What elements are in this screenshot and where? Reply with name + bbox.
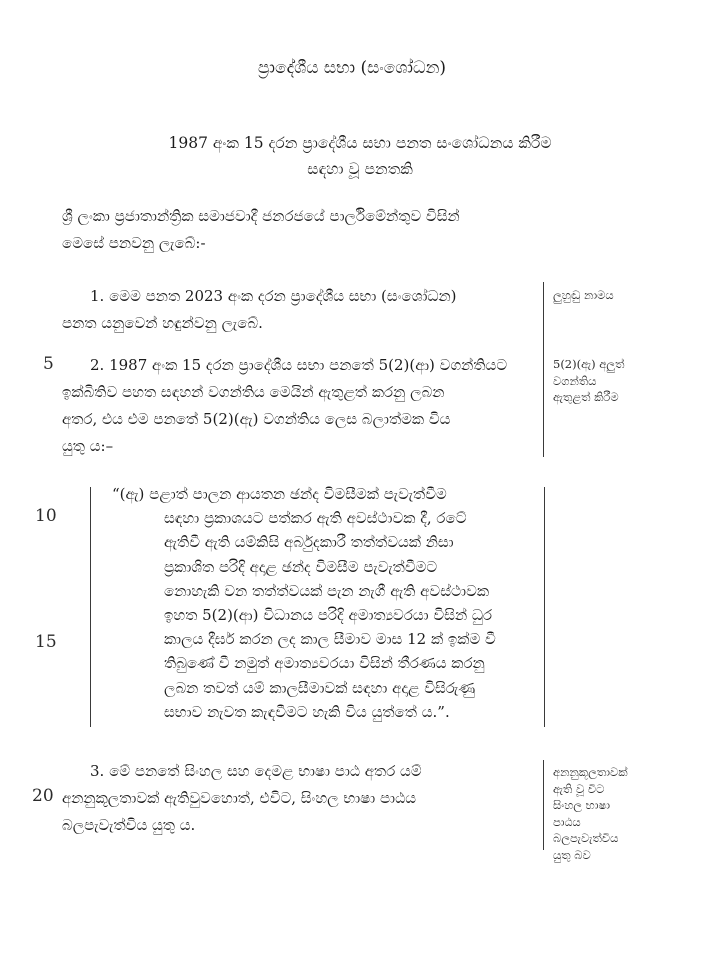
section-3 bbox=[62, 758, 537, 839]
amendment-rule-right bbox=[544, 487, 545, 727]
section-1 bbox=[62, 283, 537, 337]
margin-rule bbox=[543, 760, 544, 850]
margin-note-line: පාඨය bbox=[553, 814, 581, 829]
amendment-line: ඉහත 5(2)(ආ) විධානය පරිදි අමාත්‍යවරයා විසින් ධුර bbox=[164, 606, 493, 625]
amendment-text bbox=[112, 482, 537, 724]
margin-note-line: ඇති වූ විට bbox=[553, 781, 605, 796]
amendment-line: සභාව නැවත කැඳවීමට හැකි විය යුත්තේ ය.”. bbox=[164, 702, 450, 721]
line-number: 10 bbox=[35, 506, 57, 526]
amendment-line: ලබන තවත් යම් කාලසීමාවක් සඳහා අදාළ විසිරුණු bbox=[164, 678, 476, 697]
section-line: පනත යනුවෙන් හඳුන්වනු ලැබේ. bbox=[62, 314, 263, 332]
margin-note-insertion bbox=[553, 356, 703, 406]
amendment-line: තිබුණේ වී නමුත් අමාත්‍යවරයා විසින් තීරණය කරනු bbox=[164, 654, 485, 673]
margin-note-line: බලපැවැත්විය bbox=[553, 831, 619, 845]
margin-note-line: සිංහල භාෂා bbox=[553, 798, 611, 812]
amendment-line: කාලය දීර්ඝ කරන ලද කාල සීමාව මාස 12 ක් ඉක්ම වී bbox=[164, 630, 496, 649]
amendment-line: සඳහා ප්‍රකාශයට පත්කර ඇති අවස්ථාවක දී, රටේ bbox=[164, 509, 467, 528]
amendment-line: ඇතිවී ඇති යම්කිසි අර්බුදකාරී තත්ත්වයක් නිසා bbox=[164, 533, 454, 552]
margin-note-line: ඇතුළත් කිරීම bbox=[553, 390, 619, 404]
margin-note-line: අනනුකූලතාවක් bbox=[553, 765, 628, 779]
amendment-line: “(ඇ) පළාත් පාලන ආයතන ඡන්ද විමසීමක් පැවැත්වීම bbox=[112, 485, 447, 503]
margin-note-short-title bbox=[553, 287, 703, 304]
margin-rule bbox=[543, 282, 544, 457]
amendment-line: ප්‍රකාශිත පරිදි අදාළ ඡන්ද විමසීම පැවැත්වීමට bbox=[164, 557, 438, 576]
section-line: අතර, එය එම පනතේ 5(2)(ඇ) වගන්තිය ලෙස බලාත්මක විය bbox=[62, 410, 451, 428]
line-number: 20 bbox=[32, 786, 54, 806]
enacting-clause bbox=[62, 203, 532, 257]
amendment-line: නොහැකි වන තත්ත්වයක් පැන නැගී ඇති අවස්ථාවක bbox=[164, 581, 490, 600]
margin-note-line: වගන්තිය bbox=[553, 373, 597, 388]
subtitle-line: 1987 අංක 15 දරන ප්‍රාදේශීය සභා පනත සංශෝධනය කිරීම bbox=[168, 134, 552, 152]
document-subtitle bbox=[60, 130, 660, 182]
margin-note-line: යුතු බව bbox=[553, 847, 591, 862]
margin-note-line: ලුහුඬු නාමය bbox=[553, 288, 614, 302]
section-line: 3. මේ පනතේ සිංහල සහ දෙමළ භාෂා පාඨ අතර යම් bbox=[90, 762, 422, 780]
margin-note-line: 5(2)(ඇ) අලුත් bbox=[553, 357, 625, 371]
enacting-line: මෙසේ පනවනු ලැබේ:- bbox=[62, 234, 206, 252]
margin-note-inconsistency bbox=[553, 764, 703, 863]
line-number: 15 bbox=[35, 632, 57, 652]
section-line: ඉක්බිතිව පහත සඳහන් වගන්තිය මෙයින් ඇතුළත් කරනු ලබන bbox=[62, 383, 445, 401]
section-line: අනනුකූලතාවක් ඇතිවුවහොත්, එවිට, සිංහල භාෂා පාඨය bbox=[62, 789, 417, 807]
section-line: බලපැවැත්විය යුතු ය. bbox=[62, 816, 196, 834]
subtitle-line: සඳහා වූ පනතකි bbox=[307, 160, 413, 178]
section-line: 1. මෙම පනත 2023 අංක දරන ප්‍රාදේශීය සභා (සංශෝධන) bbox=[90, 287, 457, 305]
section-line: 2. 1987 අංක 15 දරන ප්‍රාදේශීය සභා පනතේ 5(2)(ආ) වගන්තියට bbox=[90, 356, 508, 374]
enacting-line: ශ්‍රී ලංකා ප්‍රජාතාන්ත්‍රික සමාජවාදී ජනරජයේ පාර්ලිමේන්තුව විසින් bbox=[62, 207, 460, 225]
amendment-rule-left bbox=[90, 487, 91, 727]
section-line: යුතු ය:– bbox=[62, 437, 114, 455]
document-title: ප්‍රාදේශීය සභා (සංශෝධන) bbox=[257, 58, 447, 78]
line-number: 5 bbox=[43, 354, 54, 374]
section-2 bbox=[62, 352, 537, 460]
